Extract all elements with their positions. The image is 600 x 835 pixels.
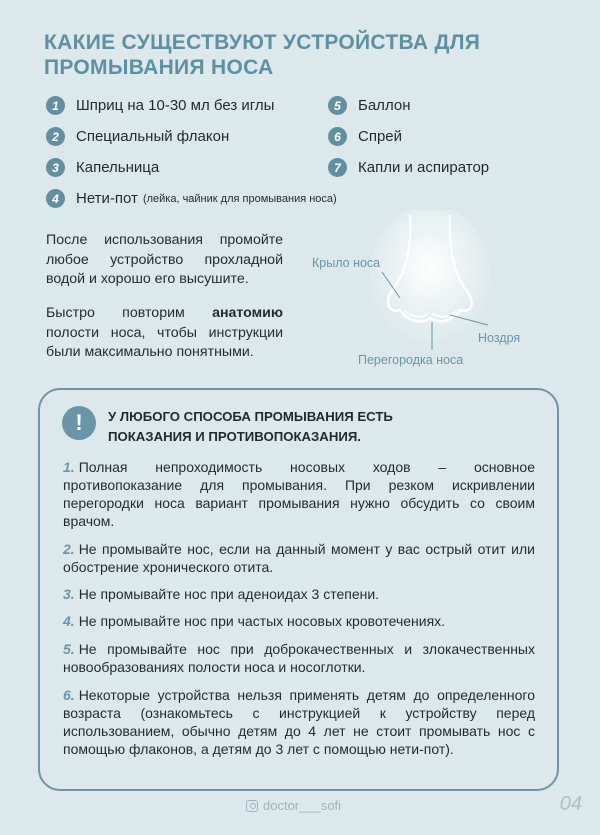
footer-handle[interactable] — [246, 798, 341, 813]
instagram-icon — [246, 800, 258, 812]
rule-item-3 — [63, 585, 535, 603]
device-item-7 — [328, 158, 489, 177]
warning-heading: У ЛЮБОГО СПОСОБА ПРОМЫВАНИЯ ЕСТЬ ПОКАЗАНИЯ И ПРОТИВОПОКАЗАНИЯ. — [108, 409, 393, 444]
rule-text: Не промывайте нос при частых носовых кровотечениях. — [78, 613, 446, 629]
anatomy-text-end: полости носа, чтобы инструкции были максимально понятными. — [46, 324, 283, 360]
rule-item-1 — [63, 458, 535, 530]
number-badge: 6 — [328, 127, 347, 146]
exclamation-icon: ! — [62, 406, 96, 440]
device-label: Нети-пот — [76, 190, 138, 207]
device-item-2 — [46, 127, 229, 146]
device-label: Капли и аспиратор — [358, 159, 490, 176]
rule-number: 5. — [63, 641, 75, 657]
device-item-4 — [46, 189, 337, 208]
rule-text: Не промывайте нос, если на данный момент у вас острый отит или обострение хронического отита. — [63, 541, 535, 575]
nostril-label: Ноздря — [478, 331, 521, 345]
rule-text: Некоторые устройства нельзя применять детям до определенного возраста (ознакомьтесь с инструкцией к устройству перед использованием, обычно детям до 4 лет не стоит промывать нос с помощью флаконов, а детям до 3 лет с помощью нети-пот). — [63, 687, 535, 757]
septum-label: Перегородка носа — [358, 353, 464, 367]
rule-item-4 — [63, 612, 535, 630]
rule-number: 6. — [63, 687, 75, 703]
rule-text: Не промывайте нос при аденоидах 3 степени. — [78, 586, 380, 602]
after-use-paragraph: После использования промойте любое устройство прохладной водой и хорошо его высушите. — [46, 232, 283, 287]
rule-text: Полная непроходимость носовых ходов – основное противопоказание для промывания. При резком искривлении перегородки носа вариант промывания нужно обсудить со своим врачом. — [63, 459, 535, 529]
number-badge: 2 — [46, 127, 65, 146]
anatomy-bold: анатомию — [212, 305, 283, 321]
number-badge: 7 — [328, 158, 347, 177]
device-note: (лейка, чайник для промывания носа) — [142, 192, 337, 205]
device-label: Капельница — [76, 159, 160, 176]
number-badge: 3 — [46, 158, 65, 177]
rule-text: Не промывайте нос при доброкачественных и злокачественных новообразованиях полости носа и носоглотки. — [63, 641, 535, 675]
device-label: Спрей — [358, 128, 403, 145]
number-badge: 4 — [46, 189, 65, 208]
rule-number: 2. — [63, 541, 75, 557]
device-label: Специальный флакон — [76, 128, 230, 145]
page-number: 04 — [559, 793, 582, 815]
nose-highlight — [370, 210, 490, 345]
page-title: КАКИЕ СУЩЕСТВУЮТ УСТРОЙСТВА ДЛЯ ПРОМЫВАНИЯ НОСА — [44, 31, 481, 79]
wing-label: Крыло носа — [312, 256, 381, 270]
device-item-5 — [328, 96, 411, 115]
number-badge: 1 — [46, 96, 65, 115]
rule-number: 1. — [63, 459, 75, 475]
rule-item-2 — [63, 540, 535, 576]
rule-number: 4. — [63, 613, 75, 629]
rule-item-5 — [63, 640, 535, 676]
number-badge: 5 — [328, 96, 347, 115]
rule-number: 3. — [63, 586, 75, 602]
device-label: Баллон — [358, 97, 411, 114]
device-item-6 — [328, 127, 402, 146]
anatomy-text-start: Быстро повторим — [46, 305, 213, 321]
device-item-3 — [46, 158, 159, 177]
anatomy-paragraph — [46, 304, 283, 363]
device-item-1 — [46, 96, 274, 115]
rule-item-6 — [63, 686, 535, 758]
handle-text: doctor___sofi — [263, 798, 342, 813]
device-label: Шприц на 10-30 мл без иглы — [76, 97, 275, 114]
